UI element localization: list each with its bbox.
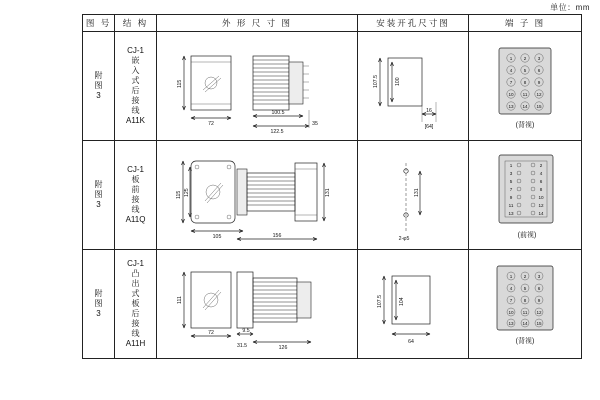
hole-drawing-cell-2 [357, 141, 468, 250]
table-row [83, 250, 582, 359]
terminal-number: 11 [522, 310, 528, 315]
structure-model: CJ-1 [127, 165, 144, 174]
terminal-number: 6 [539, 179, 543, 184]
structure-char: 前 [131, 185, 140, 194]
terminal-drawing-cell-2 [468, 141, 581, 250]
dim-2-phi5: 2-φ5 [398, 236, 410, 242]
structure-char: 式 [131, 76, 140, 85]
fig-no-char: 附 [94, 180, 103, 189]
terminal-number: 3 [509, 171, 513, 176]
structure-char: 出 [131, 279, 140, 288]
terminal-number: 7 [509, 298, 513, 303]
terminal-number: 6 [537, 68, 541, 73]
structure-cell-1 [115, 32, 157, 141]
terminal-number: 13 [508, 321, 514, 326]
terminal-number: 12 [538, 203, 544, 208]
structure-char: 线 [131, 205, 140, 214]
structure-char: 板 [131, 299, 140, 308]
table-row [83, 141, 582, 250]
structure-char: 接 [131, 195, 140, 204]
outline-drawing-2 [157, 141, 357, 249]
terminal-drawing-cell-1 [468, 32, 581, 141]
terminal-number: 8 [523, 80, 527, 85]
fig-no-cell-3 [83, 250, 115, 359]
outline-drawing-cell-1 [156, 32, 357, 141]
structure-char: 凸 [131, 269, 140, 278]
hole-drawing-cell-1 [357, 32, 468, 141]
structure-char: 线 [131, 329, 140, 338]
terminal-number: 15 [536, 104, 542, 109]
terminal-number: 5 [523, 286, 527, 291]
dim-35: 35 [312, 121, 318, 127]
terminal-caption: (前视) [517, 232, 537, 239]
structure-char: 入 [131, 66, 140, 75]
fig-no-char: 3 [96, 200, 101, 209]
header-structure: 结 构 [115, 15, 157, 32]
terminal-number: 2 [523, 56, 527, 61]
dim-64: [64] [424, 124, 434, 130]
terminal-number: 11 [522, 92, 528, 97]
fig-no-char: 附 [94, 289, 103, 298]
specification-table [82, 14, 582, 359]
table-row [83, 32, 582, 141]
terminal-number: 5 [523, 68, 527, 73]
terminal-number: 2 [523, 274, 527, 279]
structure-char: 后 [131, 309, 140, 318]
dim-64: 64 [408, 339, 414, 345]
terminal-number: 14 [522, 321, 528, 326]
terminal-number: 12 [536, 92, 542, 97]
header-terminal: 端 子 图 [468, 15, 581, 32]
terminal-number: 5 [509, 179, 513, 184]
terminal-number: 9 [509, 195, 513, 200]
dim-126: 126 [278, 345, 288, 351]
terminal-number: 15 [536, 321, 542, 326]
terminal-number: 2 [539, 163, 543, 168]
structure-model-code: A11K [126, 116, 145, 125]
fig-no-char: 3 [96, 309, 101, 318]
outline-drawing-1 [157, 32, 357, 140]
terminal-number: 10 [538, 195, 544, 200]
terminal-number: 8 [523, 298, 527, 303]
terminal-number: 13 [508, 211, 514, 216]
terminal-number: 1 [509, 56, 513, 61]
fig-no-char: 附 [94, 71, 103, 80]
terminal-number: 14 [538, 211, 544, 216]
structure-char: 式 [131, 289, 140, 298]
terminal-number: 4 [539, 171, 543, 176]
terminal-drawing-3 [469, 250, 581, 358]
terminal-number: 7 [509, 80, 513, 85]
terminal-number: 8 [539, 187, 543, 192]
dim-72: 72 [208, 121, 214, 127]
header-hole: 安装开孔尺寸图 [357, 15, 468, 32]
unit-note: 单位：mm [550, 3, 590, 12]
terminal-number: 1 [509, 274, 513, 279]
dim-9-5: 9.5 [242, 328, 250, 334]
dim-111: 111 [176, 296, 183, 304]
terminal-number: 1 [509, 163, 513, 168]
hole-drawing-1 [358, 32, 468, 140]
dim-115: 115 [175, 190, 182, 199]
terminal-number: 4 [509, 68, 513, 73]
dim-72: 72 [208, 330, 214, 336]
structure-model-code: A11H [125, 339, 146, 348]
fig-no-char: 图 [94, 299, 103, 308]
terminal-drawing-1 [469, 32, 581, 140]
terminal-number: 12 [536, 310, 542, 315]
outline-drawing-cell-3 [156, 250, 357, 359]
structure-char: 后 [131, 86, 140, 95]
fig-no-char: 3 [96, 91, 101, 100]
dim-31-5: 31.5 [236, 343, 248, 349]
terminal-number: 3 [537, 274, 541, 279]
hole-drawing-3 [358, 250, 468, 358]
terminal-number: 9 [537, 298, 541, 303]
structure-char: 线 [131, 106, 140, 115]
fig-no-char: 图 [94, 190, 103, 199]
structure-char: 板 [131, 175, 140, 184]
dim-100: 100 [394, 77, 401, 86]
fig-no-char: 图 [94, 81, 103, 90]
terminal-caption: (背视) [515, 338, 535, 345]
terminal-number: 6 [537, 286, 541, 291]
hole-drawing-cell-3 [357, 250, 468, 359]
structure-model-code: A11Q [125, 215, 146, 224]
structure-cell-2 [115, 141, 157, 250]
table-header-row [83, 15, 582, 32]
dim-107-5: 107.5 [372, 75, 379, 88]
dim-131: 131 [413, 188, 420, 197]
dim-125: 125 [183, 188, 190, 197]
terminal-number: 9 [537, 80, 541, 85]
outline-drawing-3 [157, 250, 357, 358]
terminal-number: 3 [537, 56, 541, 61]
header-outline: 外 形 尺 寸 图 [156, 15, 357, 32]
terminal-drawing-2 [469, 141, 581, 249]
structure-model: CJ-1 [127, 46, 144, 55]
structure-char: 接 [131, 96, 140, 105]
terminal-number: 10 [508, 92, 514, 97]
hole-drawing-2 [358, 141, 468, 249]
terminal-drawing-cell-3 [468, 250, 581, 359]
terminal-number: 10 [508, 310, 514, 315]
terminal-number: 11 [508, 203, 514, 208]
terminal-number: 4 [509, 286, 513, 291]
dim-107-5: 107.5 [376, 295, 383, 308]
dim-115: 115 [176, 79, 183, 88]
structure-char: 接 [131, 319, 140, 328]
header-fig-no: 图 号 [83, 15, 115, 32]
outline-drawing-cell-2 [156, 141, 357, 250]
structure-cell-3 [115, 250, 157, 359]
dim-156: 156 [272, 233, 282, 239]
terminal-caption: (背视) [515, 122, 535, 129]
fig-no-cell-1 [83, 32, 115, 141]
terminal-number: 7 [509, 187, 513, 192]
dim-105: 105 [212, 234, 222, 240]
structure-model: CJ-1 [127, 259, 144, 268]
dim-122-5: 122.5 [270, 129, 284, 135]
dim-100-5: 100.5 [271, 110, 285, 116]
fig-no-cell-2 [83, 141, 115, 250]
structure-char: 嵌 [131, 56, 140, 65]
dim-104: 104 [398, 297, 405, 306]
terminal-number: 14 [522, 104, 528, 109]
terminal-number: 13 [508, 104, 514, 109]
dim-16: 16 [426, 108, 432, 114]
dim-131: 131 [324, 188, 331, 197]
